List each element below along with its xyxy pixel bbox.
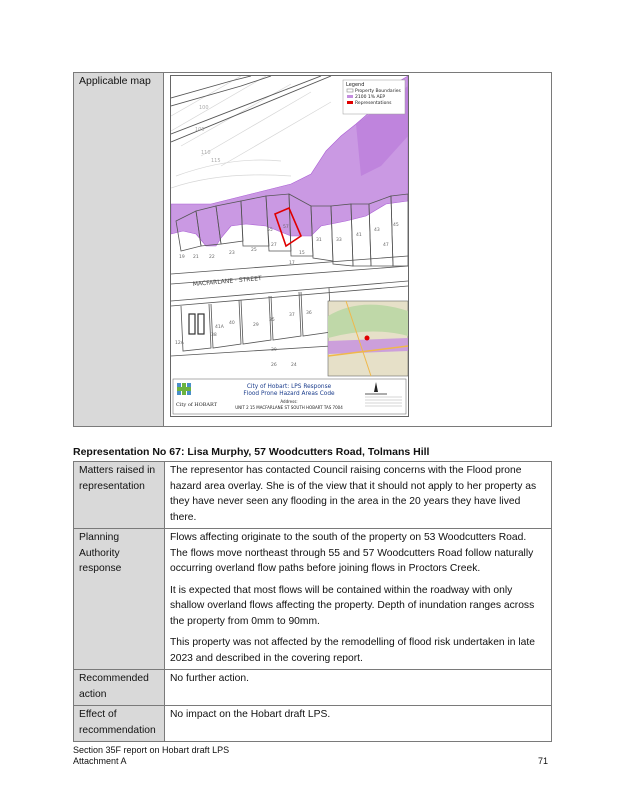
lot-number: 19 [179, 255, 185, 260]
applicable-map-label-cell [74, 73, 164, 426]
locator-pin [365, 336, 370, 341]
footer-line-2: Attachment A [73, 756, 127, 766]
lot-number: 38 [211, 333, 217, 338]
paragraph: This property was not affected by the remodelling of flood risk undertaken in late 2023 and described in the covering report. [170, 637, 535, 664]
paragraph: The representor has contacted Council raising concerns with the Flood prone hazard area overlay. She is of the view that it should not apply to her property as they have never seen any flooding in the area in the 20 years they have lived there. [170, 465, 537, 523]
representation-heading: Representation No 67: Lisa Murphy, 57 Woodcutters Road, Tolmans Hill [73, 446, 430, 458]
legend-item-flood: 2100 1% AEP [355, 95, 386, 100]
map-subtitle: Flood Prone Hazard Areas Code [243, 391, 335, 397]
legend-item-boundaries: Property Boundaries [355, 89, 401, 94]
flood-map [170, 75, 409, 417]
city-logo-text: City of HOBART [176, 402, 218, 408]
contour-label: 110 [201, 150, 211, 156]
lot-number: 55 [267, 228, 273, 233]
applicable-map-label: Applicable map [79, 75, 151, 87]
street-label: MACFARLANE · STREET [192, 275, 262, 288]
lot-number: 57 [283, 225, 289, 230]
lot-number: 31 [316, 238, 322, 243]
contour-label: 100 [199, 105, 209, 111]
representation-table [73, 461, 552, 742]
paragraph: Flows affecting originate to the south of the property on 53 Woodcutters Road. The flows move northeast through 55 and 57 Woodcutters Road follow naturally occurring overland flow paths before joining flows in Proctors Creek. [170, 532, 534, 574]
page-number: 71 [538, 756, 549, 766]
map-address: UNIT 2 15 MACFARLANE ST SOUTH HOBART TAS 7004 [235, 405, 343, 410]
table-row [74, 670, 552, 706]
table-row [74, 462, 552, 529]
flood-map-svg [171, 76, 408, 416]
row-label: Planning Authority response [74, 529, 165, 670]
paragraph: It is expected that most flows will be contained within the roadway with only shallow overland flows affecting the property. Depth of inundation ranges across the property from 0mm to 90mm. [170, 584, 535, 627]
row-label: Recommended action [74, 670, 165, 706]
lot-number: 21 [193, 255, 199, 260]
lot-number: 25 [251, 248, 257, 253]
lot-number: 15 [299, 251, 305, 256]
map-address-label: Address: [280, 399, 298, 404]
map-title-block [173, 379, 406, 414]
row-content [165, 529, 552, 670]
lot-number: 35 [269, 318, 275, 323]
table-row [74, 706, 552, 742]
lot-number: 12A [175, 341, 184, 346]
contour-label: 115 [211, 158, 221, 164]
table-row [74, 529, 552, 670]
lot-number: 47 [383, 243, 389, 248]
lot-number: 41A [215, 325, 224, 330]
page-footer [73, 745, 229, 767]
lot-number: 27 [271, 243, 277, 248]
row-content [165, 462, 552, 529]
row-label: Matters raised in representation [74, 462, 165, 529]
lot-number: 41 [356, 233, 362, 238]
footer-line-1: Section 35F report on Hobart draft LPS [73, 745, 230, 755]
row-content [165, 706, 552, 742]
lot-number: 37 [289, 313, 295, 318]
lot-number: 36 [306, 311, 312, 316]
lot-number: 22 [209, 255, 215, 260]
lot-number: 43 [374, 228, 380, 233]
legend-title: Legend [346, 82, 365, 88]
locator-inset [328, 301, 408, 376]
lot-number: 23 [229, 251, 235, 256]
lot-number: 17 [289, 261, 295, 266]
paragraph: No impact on the Hobart draft LPS. [170, 709, 331, 720]
lot-number: 40 [229, 321, 235, 326]
paragraph: No further action. [170, 673, 249, 684]
contour-label: 105 [195, 127, 205, 133]
lot-number: 24 [291, 363, 297, 368]
lot-number: 26 [271, 363, 277, 368]
map-title: City of Hobart: LPS Response [246, 384, 332, 390]
row-content [165, 670, 552, 706]
lot-number: 39 [271, 348, 277, 353]
lot-number: 45 [393, 223, 399, 228]
legend-item-representations: Representations [355, 101, 392, 106]
lot-number: 29 [253, 323, 259, 328]
row-label: Effect of recommendation [74, 706, 165, 742]
lot-number: 33 [336, 238, 342, 243]
